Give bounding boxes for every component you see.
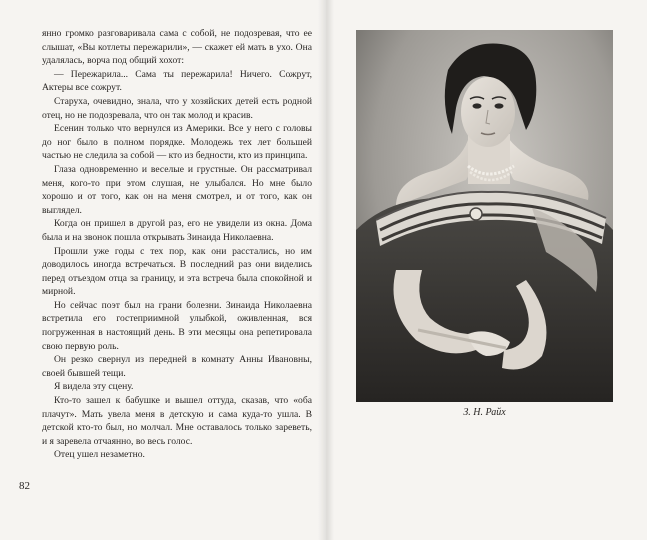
page-number: 82 (19, 480, 30, 492)
paragraph: Прошли уже годы с тех пор, как они расстались, но им доводилось иногда встречаться. В последний раз они виделись перед отъездом отца за границу, и эта встреча была спокойной и мирной. (42, 245, 312, 298)
book-gutter (318, 0, 334, 540)
portrait-photo (356, 30, 613, 402)
paragraph: Старуха, очевидно, знала, что у хозяйских детей есть родной отец, но не подозревала, что он так молод и красив. (42, 95, 312, 121)
paragraph: Отец ушел незаметно. (54, 449, 145, 461)
left-page-text (42, 27, 312, 462)
paragraph: янно громко разговаривала сама с собой, не подозревая, что ее слышат, «Вы котлеты пережарили», — скажет ей мать в ухо. Она удалялась, ворча под общий хохот: (42, 28, 312, 67)
paragraph: Но сейчас поэт был на грани болезни. Зинаида Николаевна встретила его гостеприимной улыбкой, оживленная, вся погруженная в настоящий день. В эти месяцы она репетировала свою первую роль. (42, 299, 312, 352)
paragraph: — Пережарила... Сама ты пережарила! Ничего. Сожрут, Актеры все сожрут. (42, 68, 312, 94)
paragraph: Есенин только что вернулся из Америки. Все у него с головы до ног было в полном порядке. Молодежь тех лет большей частью не следила за собой — кто из бедности, кто из принципа. (42, 123, 312, 162)
paragraph: Он резко свернул из передней в комнату Анны Ивановны, своей бывшей тещи. (42, 354, 312, 379)
photo-caption: З. Н. Райх (463, 407, 506, 418)
paragraph: Когда он пришел в другой раз, его не увидели из окна. Дома была и на звонок пошла открывать Зинаида Николаевна. (42, 218, 312, 243)
paragraph: Я видела эту сцену. (54, 381, 134, 393)
paragraph: Глаза одновременно и веселые и грустные. Он рассматривал меня, кого-то при этом слушая, не улыбался. Но мне было хорошо и от того, как он на меня смотрел, и от того, как он выглядел. (42, 163, 312, 216)
portrait-image (356, 30, 613, 402)
paragraph: Кто-то зашел к бабушке и вышел оттуда, сказав, что «оба плачут». Мать увела меня в детскую и сама куда-то ушла. В детской кто-то был, но молчал. Мне оставалось только зареветь, и я заревела отчаянно, во весь голос. (42, 395, 312, 447)
